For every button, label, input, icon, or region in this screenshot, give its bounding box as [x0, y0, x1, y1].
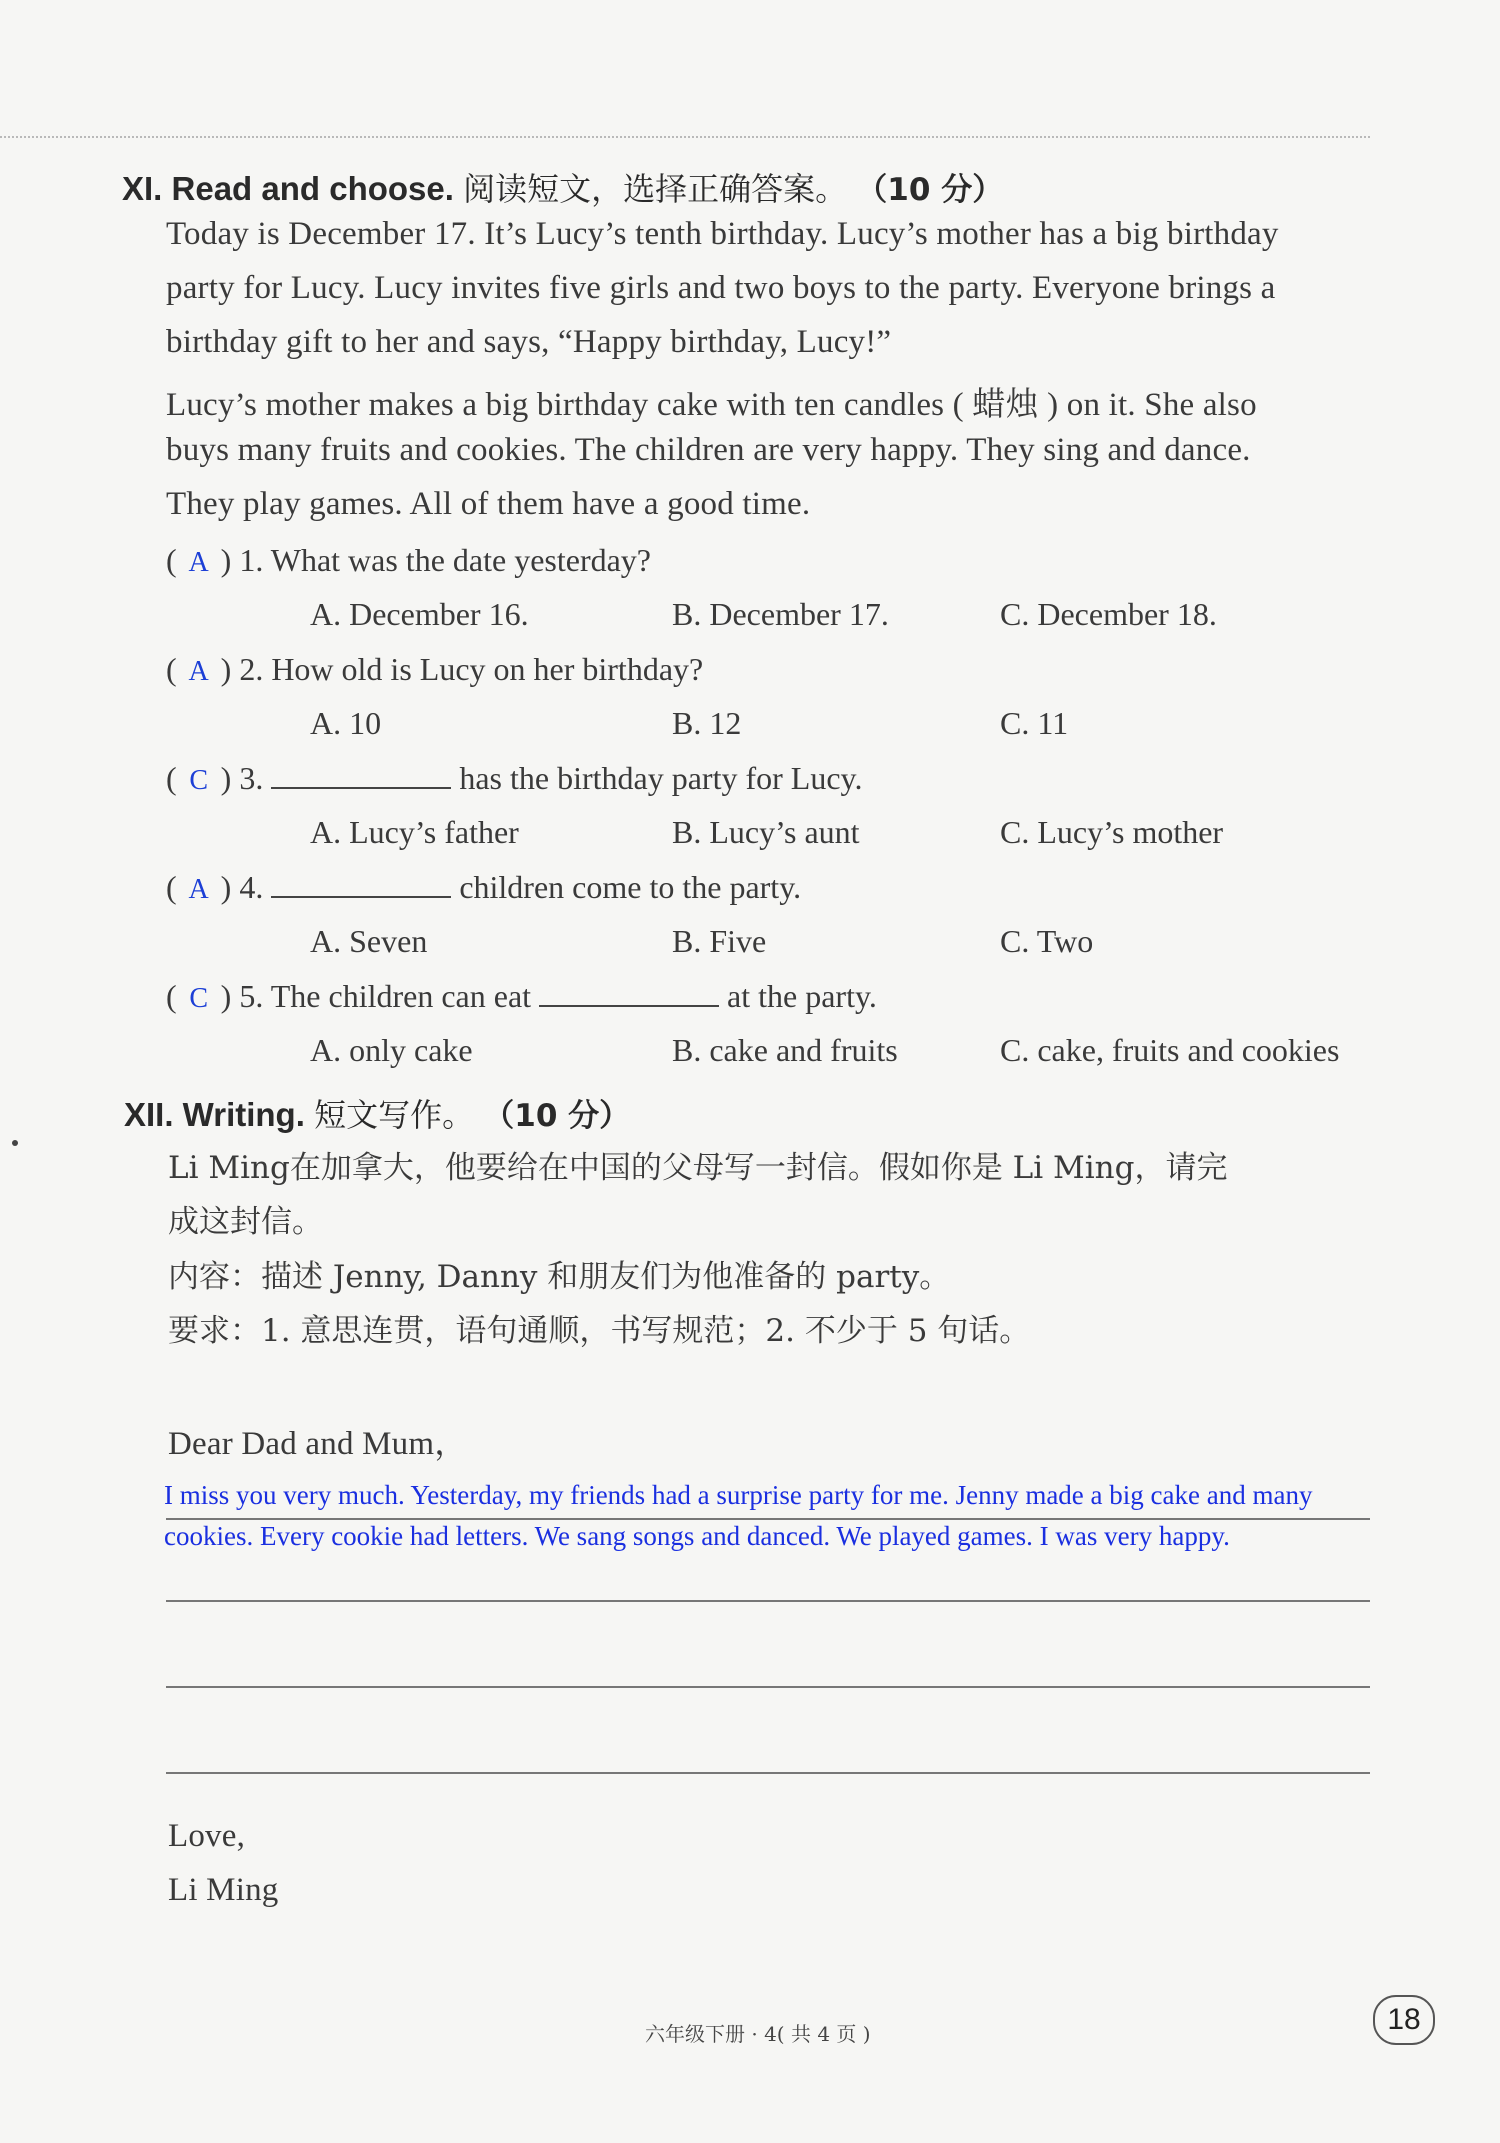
writing-rule-2 — [166, 1600, 1370, 1602]
q4-option-a: A. Seven — [310, 923, 428, 959]
letter-closing: Love, — [168, 1818, 246, 1854]
question-4-text: children come to the party. — [459, 869, 802, 905]
question-4: ( A ) 4. children come to the party. — [166, 869, 802, 905]
letter-signature: Li Ming — [168, 1872, 279, 1908]
passage-line-1: Today is December 17. It’s Lucy’s tenth birthday. Lucy’s mother has a big birthday — [166, 216, 1279, 252]
question-1-text: What was the date yesterday? — [270, 542, 651, 578]
answer-1: A — [188, 547, 209, 578]
passage-line-4: Lucy’s mother makes a big birthday cake with ten candles ( 蜡烛 ) on it. She also — [166, 387, 1257, 423]
writing-rule-3 — [166, 1686, 1370, 1688]
section-11-points: （10 分） — [856, 172, 1004, 208]
question-5: ( C ) 5. The children can eat at the party. — [166, 978, 877, 1014]
q2-option-b: B. 12 — [672, 705, 742, 741]
question-3-number: 3. — [239, 760, 264, 796]
question-2: ( A ) 2. How old is Lucy on her birthday? — [166, 651, 704, 687]
section-11-heading — [122, 164, 1003, 210]
question-3: ( C ) 3. has the birthday party for Lucy. — [166, 760, 863, 796]
question-2-number: 2. — [239, 651, 264, 687]
handwritten-line-1: I miss you very much. Yesterday, my friends had a surprise party for me. Jenny made a big cake and many — [164, 1480, 1313, 1510]
question-4-blank — [271, 870, 451, 898]
answer-3: C — [189, 765, 208, 796]
q3-option-c: C. Lucy’s mother — [1000, 814, 1224, 850]
question-2-text: How old is Lucy on her birthday? — [271, 651, 704, 687]
q1-option-b: B. December 17. — [672, 596, 889, 632]
passage-line-5: buys many fruits and cookies. The children are very happy. They sing and dance. — [166, 432, 1251, 468]
q5-option-b: B. cake and fruits — [672, 1032, 898, 1068]
question-3-text: has the birthday party for Lucy. — [459, 760, 863, 796]
question-1-number: 1. — [239, 542, 264, 578]
passage-line-6: They play games. All of them have a good time. — [166, 486, 811, 522]
q5-option-a: A. only cake — [310, 1032, 473, 1068]
top-dotted-divider — [0, 136, 1370, 138]
answer-4: A — [188, 874, 209, 905]
q3-option-a: A. Lucy’s father — [310, 814, 519, 850]
section-12-title-cn: 短文写作。 — [314, 1096, 475, 1134]
q1-option-a: A. December 16. — [310, 596, 529, 632]
instruction-line-2: 成这封信。 — [168, 1204, 323, 1240]
q5-option-c: C. cake, fruits and cookies — [1000, 1032, 1340, 1068]
section-11-title-cn: 阅读短文，选择正确答案。 — [463, 170, 848, 208]
q3-option-b: B. Lucy’s aunt — [672, 814, 860, 850]
section-12-title-en: XII. Writing. — [124, 1096, 305, 1133]
q2-option-c: C. 11 — [1000, 705, 1069, 741]
passage-line-3: birthday gift to her and says, “Happy birthday, Lucy!” — [166, 324, 892, 360]
page-number-badge — [1373, 1995, 1435, 2045]
q1-option-c: C. December 18. — [1000, 596, 1217, 632]
instruction-requirements: 要求：1. 意思连贯，语句通顺，书写规范；2. 不少于 5 句话。 — [168, 1313, 1031, 1349]
answer-2: A — [188, 656, 209, 687]
handwritten-line-2: cookies. Every cookie had letters. We sang songs and danced. We played games. I was very happy. — [164, 1521, 1230, 1551]
question-5-text-after: at the party. — [727, 978, 877, 1014]
section-11-title-en: XI. Read and choose. — [122, 170, 454, 207]
section-12-heading — [124, 1090, 630, 1136]
instruction-content: 内容：描述 Jenny, Danny 和朋友们为他准备的 party。 — [168, 1259, 951, 1295]
question-3-blank — [271, 761, 451, 789]
question-5-blank — [539, 979, 719, 1007]
question-5-number: 5. — [239, 978, 264, 1014]
question-5-text-before: The children can eat — [270, 978, 532, 1014]
page-number: 18 — [1387, 2003, 1421, 2036]
q4-option-c: C. Two — [1000, 923, 1094, 959]
answer-5: C — [189, 983, 208, 1014]
question-1: ( A ) 1. What was the date yesterday? — [166, 542, 651, 578]
letter-greeting: Dear Dad and Mum， — [168, 1426, 468, 1462]
passage-line-2: party for Lucy. Lucy invites five girls and two boys to the party. Everyone brings a — [166, 270, 1276, 306]
scan-speck — [12, 1140, 18, 1146]
q2-option-a: A. 10 — [310, 705, 382, 741]
question-4-number: 4. — [239, 869, 264, 905]
writing-rule-1 — [166, 1518, 1370, 1520]
q4-option-b: B. Five — [672, 923, 767, 959]
footer-text: 六年级下册 · 4( 共 4 页 ) — [645, 2022, 871, 2046]
writing-rule-4 — [166, 1772, 1370, 1774]
section-12-points: （10 分） — [483, 1098, 631, 1134]
instruction-line-1: Li Ming在加拿大，他要给在中国的父母写一封信。假如你是 Li Ming，请完 — [168, 1150, 1228, 1186]
